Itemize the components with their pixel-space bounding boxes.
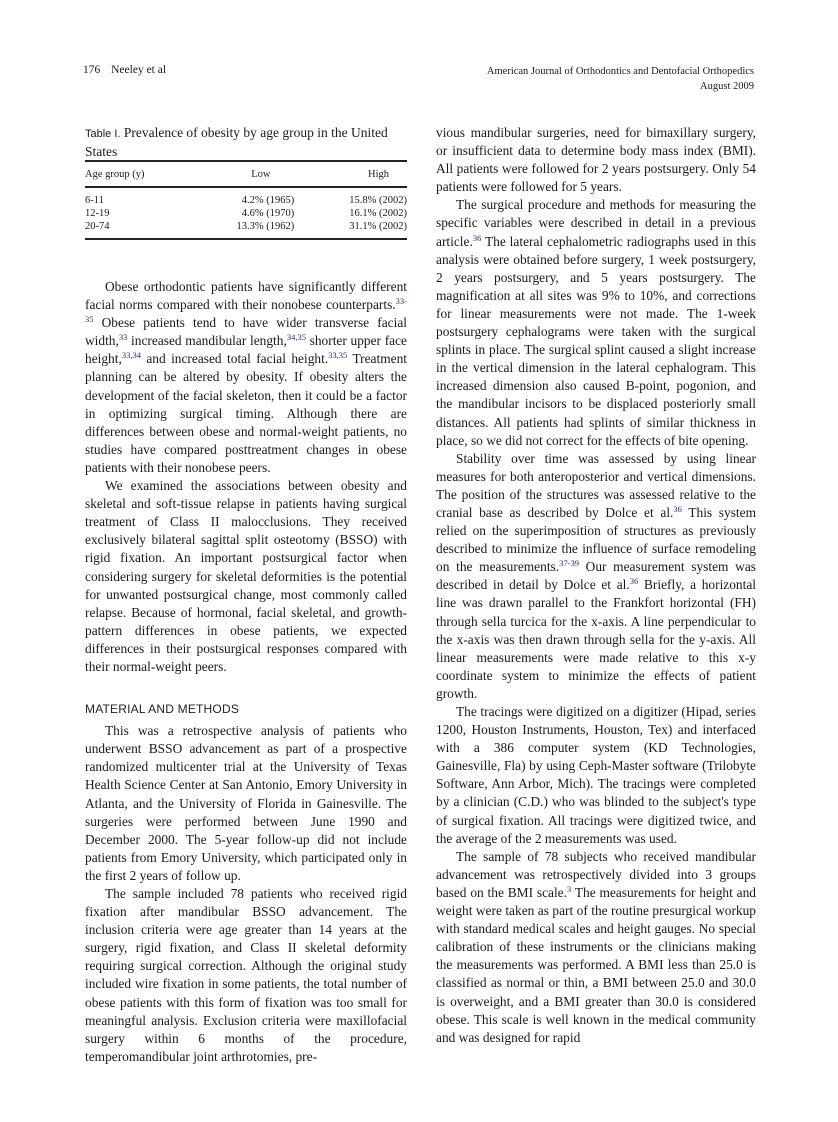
cell-low: 4.6% (1970): [241, 208, 295, 219]
text-run: Obese orthodontic patients have significantly different facial norms compared with their nonobese counterparts.: [85, 279, 407, 313]
reference-link[interactable]: 33: [118, 332, 128, 343]
methods-paragraph-2-cont: vious mandibular surgeries, need for bimaxillary surgery, or insufficient data to determine body mass index (BMI). All patients were followed for 2 years postsurgery. Only 54 patients were followed for 5 years.: [436, 125, 756, 195]
cell-high: 16.1% (2002): [349, 208, 407, 219]
reference-link[interactable]: 37-39: [559, 558, 579, 569]
running-head-right: [487, 64, 754, 94]
cell-low: 4.2% (1965): [241, 195, 295, 206]
cell-high: 15.8% (2002): [349, 195, 407, 206]
col-header-high: High: [294, 161, 407, 187]
table-row: [85, 207, 407, 220]
methods-paragraph-5: The tracings were digitized on a digitizer (Hipad, series 1200, Houston Instruments, Houston, Tex) and interfaced with a 386 computer system (KD Technologies, Gainesville, Fla) by using Ceph-Master software (Trilobyte Software, Ann Arbor, Mich). The tracings were completed by a clinician (C.D.) who was blinded to the subject's type of surgical fixation. All tracings were digitized twice, and the average of the 2 measurements was used.: [436, 704, 756, 846]
prevalence-table: [85, 160, 407, 240]
cell-age-group: 20-74: [85, 220, 207, 239]
reference-link[interactable]: 34,35: [286, 332, 306, 343]
text-run: The surgical procedure and methods for measuring the specific variables were described in detail in a previous article.: [436, 197, 756, 249]
intro-paragraph-2: We examined the associations between obesity and skeletal and soft-tissue relapse in patients having surgical treatment of Class II malocclusions. They received exclusively bilateral sagittal split osteotomy (BSSO) with rigid fixation. An important postsurgical factor when considering surgery for skeletal deformities is the potential for unwanted postsurgical change, most commonly called relapse. Because of hormonal, facial skeletal, and growth-pattern differences in obese patients, we expected differences in their postsurgical responses compared with their normal-weight peers.: [85, 478, 407, 674]
right-column: [436, 124, 756, 1047]
reference-link[interactable]: 33,35: [328, 350, 348, 361]
col-header-age-group: Age group (y): [85, 161, 207, 187]
section-heading-methods: MATERIAL AND METHODS: [85, 702, 240, 717]
text-run: and increased total facial height.: [140, 351, 329, 367]
reference-link[interactable]: 33,34: [121, 350, 141, 361]
reference-link[interactable]: 3: [566, 883, 572, 894]
reference-link[interactable]: 33-35: [85, 296, 407, 325]
running-authors: Neeley et al: [111, 64, 167, 76]
table-caption: [85, 124, 407, 160]
page-number: 176: [83, 64, 101, 76]
text-run: increased mandibular length,: [127, 333, 287, 349]
cell-age-group: 6-11: [85, 195, 104, 206]
left-column: [85, 124, 407, 1066]
table-spacer: [85, 240, 407, 278]
methods-paragraph-6: [436, 848, 756, 1047]
text-run: Treatment planning can be altered by obesity. If obesity alters the development of the facial skeleton, then it could be a factor in optimizing surgical timing. Although there are differences between obese and normal-weight patients, no studies have compared posttreatment changes in obese patients with their nonobese peers.: [85, 351, 407, 475]
table-row: [85, 220, 407, 239]
table-1: [85, 124, 407, 240]
methods-paragraph-2: The sample included 78 patients who received rigid fixation after mandibular BSSO advancement. The inclusion criteria were age greater than 14 years at the surgery, rigid fixation, and Class II skeletal deformity requiring surgical correction. Although the original study included wire fixation in some patients, the total number of obese patients with this form of fixation was too small for meaningful analysis. Exclusion criteria were maxillofacial surgery within 6 months of the procedure, temperomandibular joint arthrotomies, pre-: [85, 886, 407, 1064]
table-row: [85, 187, 407, 207]
col-header-low: Low: [207, 161, 294, 187]
table-label: Table I.: [85, 128, 121, 140]
text-run: Our measurement system was described in detail by Dolce et al.: [436, 559, 757, 593]
table-header-row: [85, 161, 407, 187]
issue-date: August 2009: [700, 81, 754, 92]
text-run: This system relied on the superimposition of structures as previously described to minimize the influence of surface remodeling on the measurements.: [436, 504, 756, 575]
intro-paragraph-1: [85, 278, 407, 477]
cell-high: 31.1% (2002): [294, 220, 407, 239]
reference-link[interactable]: 36: [472, 232, 482, 243]
methods-paragraph-4: [436, 450, 756, 703]
cell-low: 13.3% (1962): [207, 220, 294, 239]
reference-link[interactable]: 36: [673, 503, 682, 514]
text-run: The measurements for height and weight were taken as part of the routine presurgical workup with standard medical scales and height gauges. No special calibration of these instruments or the clinicians making the measurements was performed. A BMI less than 25.0 is classified as normal or thin, a BMI between 25.0 and 30.0 is overweight, and a BMI greater than 30.0 is considered obese. This scale is well known in the medical community and was designed for rapid: [436, 884, 756, 1045]
text-run: Obese patients tend to have wider transverse facial width,: [85, 315, 407, 349]
text-run: The lateral cephalometric radiographs used in this analysis were obtained before surgery, 1 week postsurgery, 2 years postsurgery, and 5 years postsurgery. The magnification at all sites was 9% to 10%, and corrections for linear measurements were not made. The 1-week postsurgery cephalograms were taken with the surgical splints in place. The surgical splint caused a slight increase in the vertical dimension in the lateral cephalogram. This increased dimension also caused B-point, pogonion, and the mandibular incisors to be displaced posteriorly small distances. All patients had splints of similar thickness in place, so we did not correct for the effects of bite opening.: [436, 233, 756, 448]
running-head-left: [83, 64, 166, 76]
journal-name: American Journal of Orthodontics and Dentofacial Orthopedics: [486, 66, 754, 77]
text-run: The sample of 78 subjects who received mandibular advancement was retrospectively divided into 3 groups based on the BMI scale.: [436, 848, 756, 900]
text-run: shorter upper face height,: [85, 333, 407, 367]
cell-age-group: 12-19: [85, 208, 110, 219]
text-run: Briefly, a horizontal line was drawn parallel to the Frankfort horizontal (FH) through sella turcica for the x-axis. A line perpendicular to the x-axis was then drawn through sella for the y-axis. All linear measurements were made relative to this x-y coordinate system to minimize the effects of patient growth.: [436, 577, 757, 701]
text-run: Stability over time was assessed by using linear measures for both anteroposterior and vertical dimensions. The position of the structures was assessed relative to the cranial base as described by Dolce et al.: [436, 450, 756, 520]
methods-paragraph-3: [436, 196, 756, 449]
table-title: Prevalence of obesity by age group in the United States: [85, 125, 388, 159]
reference-link[interactable]: 36: [629, 576, 639, 587]
methods-paragraph-1: This was a retrospective analysis of patients who underwent BSSO advancement as part of a prospective randomized multicenter trial at the University of Texas Health Science Center at San Antonio, Emory University in Atlanta, and the University of Florida in Gainesville. The surgeries were performed between June 1990 and December 2000. The 5-year follow-up did not include patients from Emory University, which participated only in the first 2 years of follow up.: [85, 723, 407, 883]
